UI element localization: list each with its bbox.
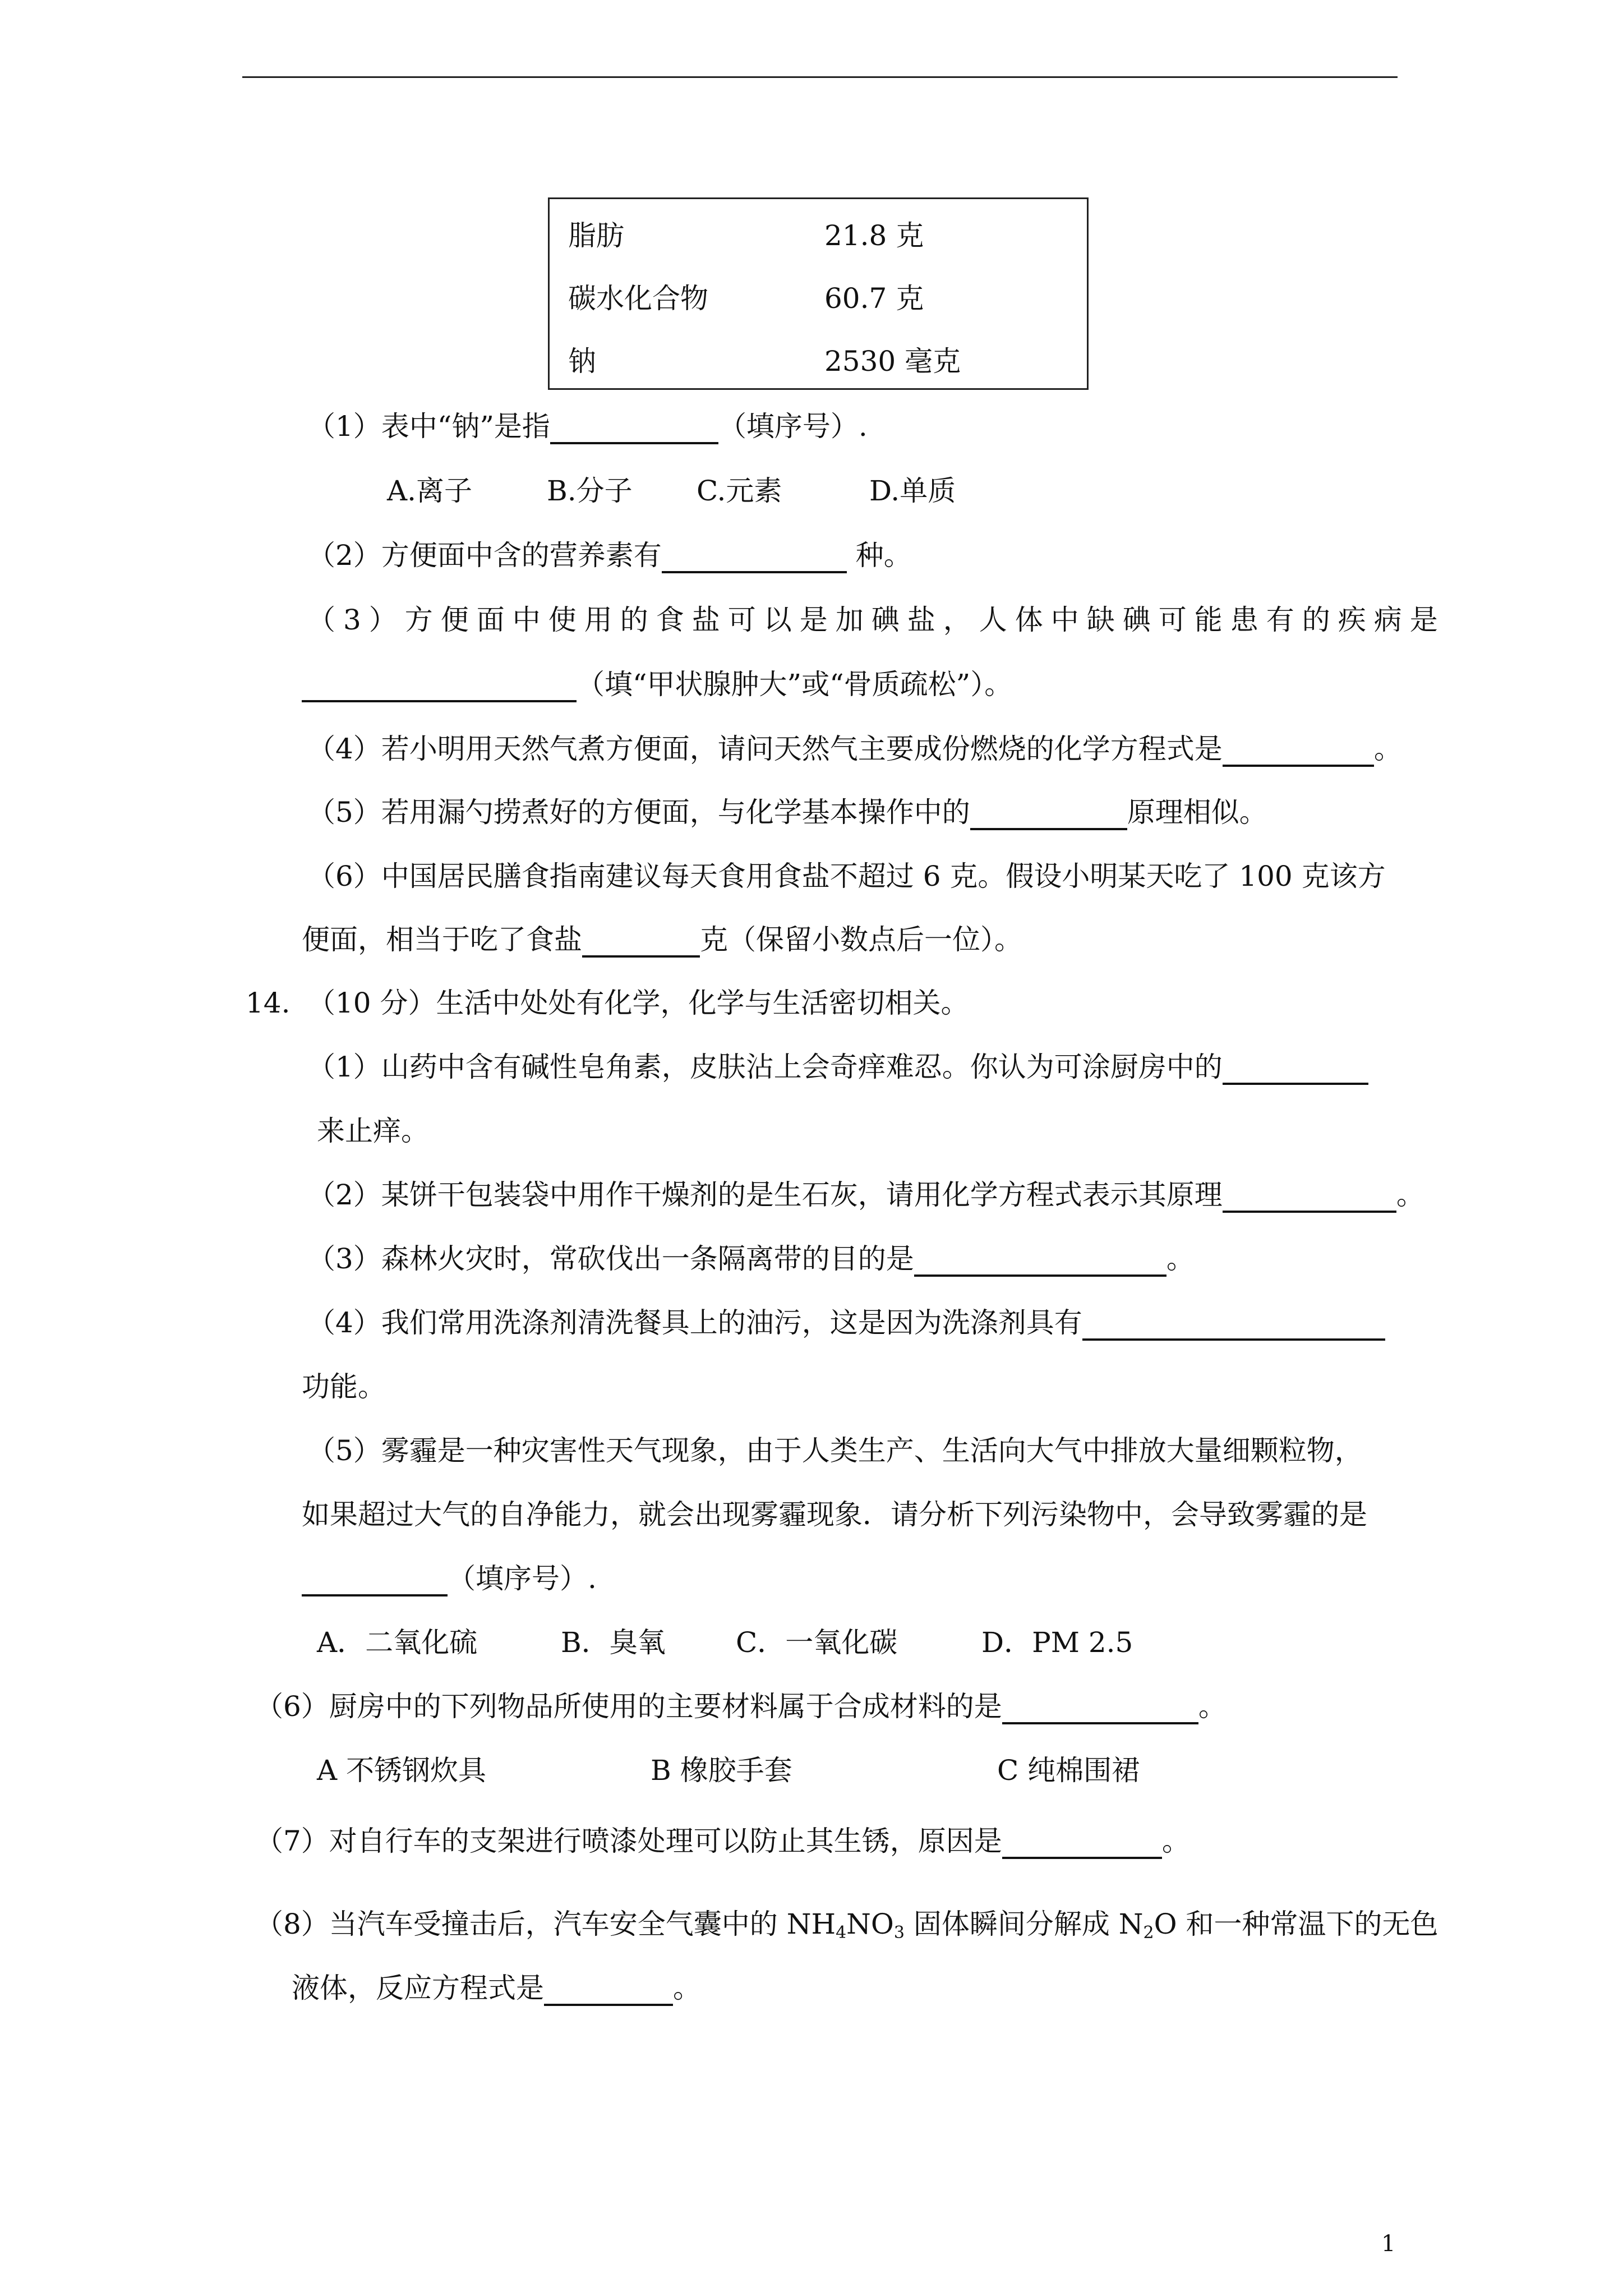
question-6-line2 (302, 912, 1022, 968)
question-3-line1: （3）方便面中使用的食盐可以是加碘盐，人体中缺碘可能患有的疾病是 (307, 604, 1446, 636)
question-text: NO (846, 1908, 894, 1940)
question-text: 克（保留小数点后一位）。 (700, 923, 1022, 956)
question-text: （7）对自行车的支架进行喷漆处理可以防止其生锈，原因是 (255, 1825, 1002, 1857)
option-b: B．臭氧 (561, 1626, 666, 1659)
option-b: B.分子 (547, 475, 633, 507)
question-3-line2 (302, 656, 1012, 712)
answer-blank[interactable] (550, 403, 718, 444)
sub-question-1-line2: 来止痒。 (317, 1115, 429, 1147)
question-text: 。 (1161, 1825, 1190, 1857)
question-text: （填序号）. (448, 1562, 597, 1595)
answer-blank[interactable] (1223, 725, 1374, 767)
question-text: （1）表中“钠”是指 (307, 410, 550, 443)
sub-question-5-line2: 如果超过大气的自净能力，就会出现雾霾现象．请分析下列污染物中，会导致雾霾的是 (302, 1498, 1367, 1531)
answer-blank[interactable] (1082, 1299, 1385, 1341)
option-a: A.离子 (387, 475, 473, 507)
nutrient-name: 脂肪 (568, 219, 624, 252)
option-c: C．一氧化碳 (736, 1626, 898, 1659)
page-number: 1 (1381, 2231, 1396, 2257)
nutrition-table (548, 197, 1089, 390)
answer-blank[interactable] (302, 1555, 448, 1596)
option-b: B 橡胶手套 (651, 1754, 792, 1787)
answer-blank[interactable] (1223, 1043, 1368, 1085)
answer-blank[interactable] (1002, 1683, 1198, 1724)
question-6-line1: （6）中国居民膳食指南建议每天食用食盐不超过 6 克。假设小明某天吃了 100 克该方 (307, 860, 1386, 892)
question-text: （4）若小明用天然气煮方便面，请问天然气主要成份燃烧的化学方程式是 (307, 733, 1223, 765)
question-text: 。 (673, 1972, 701, 2004)
nutrient-value: 21.8 克 (824, 219, 924, 252)
question-text: 。 (1166, 1243, 1195, 1275)
question-text: 液体，反应方程式是 (292, 1972, 544, 2004)
answer-blank[interactable] (662, 532, 847, 573)
nutrient-value: 2530 毫克 (824, 345, 961, 378)
nutrient-name: 钠 (568, 345, 596, 378)
question-14-number: 14. (246, 987, 291, 1019)
answer-blank[interactable] (970, 789, 1127, 830)
question-1 (307, 398, 868, 454)
header-rule (242, 76, 1398, 78)
question-text: 便面，相当于吃了食盐 (302, 923, 582, 956)
table-row (550, 270, 1087, 326)
option-d: D.单质 (869, 475, 956, 507)
sub-question-5-line3 (302, 1550, 597, 1607)
question-text: （2）某饼干包装袋中用作干燥剂的是生石灰，请用化学方程式表示其原理 (307, 1179, 1223, 1211)
question-text: 原理相似。 (1127, 796, 1267, 829)
question-text: O 和一种常温下的无色 (1154, 1908, 1438, 1940)
table-row (550, 208, 1087, 264)
option-a: A 不锈钢炊具 (317, 1754, 487, 1787)
sub-question-7 (255, 1813, 1190, 1869)
sub-question-6 (255, 1678, 1227, 1734)
nutrient-name: 碳水化合物 (568, 282, 708, 315)
question-2 (307, 527, 912, 583)
question-text: （3）森林火灾时，常砍伐出一条隔离带的目的是 (307, 1243, 914, 1275)
answer-blank[interactable] (302, 661, 577, 702)
option-c: C.元素 (697, 475, 782, 507)
answer-blank[interactable] (1002, 1818, 1162, 1859)
question-text: （1）山药中含有碱性皂角素，皮肤沾上会奇痒难忍。你认为可涂厨房中的 (307, 1051, 1223, 1083)
subscript: 4 (836, 1923, 847, 1943)
option-d: D．PM 2.5 (981, 1626, 1133, 1659)
question-text: （填序号）. (718, 410, 868, 443)
sub-question-5-line1: （5）雾霾是一种灾害性天气现象，由于人类生产、生活向大气中排放大量细颗粒物， (307, 1434, 1363, 1467)
sub-question-1 (307, 1039, 1368, 1095)
option-c: C 纯棉围裙 (997, 1754, 1140, 1787)
answer-blank[interactable] (914, 1235, 1166, 1277)
question-text: （4）我们常用洗涤剂清洗餐具上的油污，这是因为洗涤剂具有 (307, 1306, 1082, 1339)
question-14-title: （10 分）生活中处处有化学，化学与生活密切相关。 (307, 987, 969, 1019)
question-text: （5）若用漏勺捞煮好的方便面，与化学基本操作中的 (307, 796, 970, 829)
question-4 (307, 721, 1402, 777)
question-text: 。 (1198, 1690, 1227, 1723)
sub-question-8-line1 (255, 1896, 1438, 1952)
sub-question-4 (307, 1295, 1385, 1351)
question-text: （8）当汽车受撞击后，汽车安全气囊中的 NH (255, 1908, 836, 1940)
question-text: （6）厨房中的下列物品所使用的主要材料属于合成材料的是 (255, 1690, 1002, 1723)
answer-blank[interactable] (582, 916, 700, 958)
question-5 (307, 784, 1267, 840)
subscript: 3 (893, 1923, 905, 1943)
question-text: 种。 (846, 539, 912, 572)
question-text: 。 (1396, 1179, 1424, 1211)
sub-question-3 (307, 1231, 1195, 1287)
subscript: 2 (1143, 1923, 1154, 1943)
question-text: （填“甲状腺肿大”或“骨质疏松”）。 (577, 668, 1013, 701)
table-row (550, 333, 1087, 389)
sub-question-2 (307, 1167, 1424, 1223)
answer-blank[interactable] (1223, 1171, 1396, 1213)
question-text: 固体瞬间分解成 N (905, 1908, 1144, 1940)
nutrient-value: 60.7 克 (824, 282, 924, 315)
question-text: 。 (1373, 733, 1402, 765)
question-text: （2）方便面中含的营养素有 (307, 539, 662, 572)
answer-blank[interactable] (544, 1964, 673, 2006)
sub-question-8-line2 (292, 1960, 701, 2016)
option-a: A．二氧化硫 (317, 1626, 478, 1659)
sub-question-4-line2: 功能。 (302, 1370, 386, 1403)
